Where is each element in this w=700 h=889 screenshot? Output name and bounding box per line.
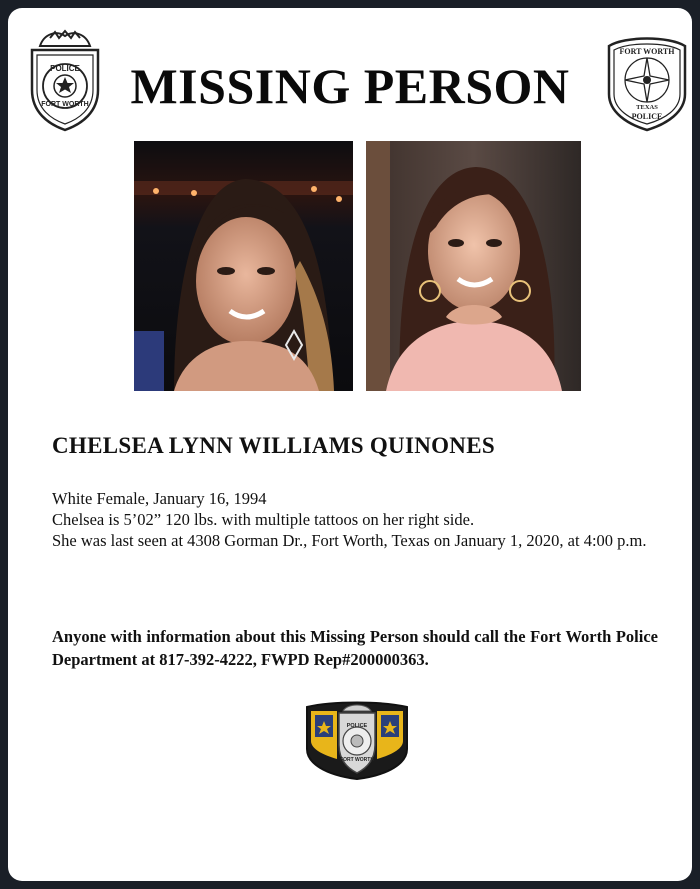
right-badge-text-top: FORT WORTH: [619, 47, 675, 56]
details-line-description: White Female, January 16, 1994: [52, 489, 267, 508]
person-name: CHELSEA LYNN WILLIAMS QUINONES: [52, 433, 495, 458]
page-title: MISSING PERSON: [130, 58, 570, 114]
right-badge-text-bottom: POLICE: [631, 112, 663, 121]
person-details: [52, 488, 658, 551]
left-badge-text-top: POLICE: [50, 64, 80, 73]
bottom-badge-text-bottom: FORT WORTH: [340, 757, 374, 763]
police-shoulder-patch-icon: [303, 697, 411, 781]
person-photo-1: [134, 141, 353, 391]
person-photo-2: [366, 141, 581, 391]
contact-notice: Anyone with information about this Missing Person should call the Fort Worth Police Department at 817-392-4222, FWPD Rep#200000363.: [52, 627, 658, 669]
details-line-last-seen: She was last seen at 4308 Gorman Dr., Fort Worth, Texas on January 1, 2020, at 4:00 p.m.: [52, 531, 647, 550]
missing-person-poster: [8, 8, 692, 881]
right-badge-text-mid: TEXAS: [636, 104, 658, 111]
police-patch-icon: [605, 32, 689, 132]
bottom-badge-text-top: POLICE: [346, 723, 368, 729]
left-badge-text-bottom: FORT WORTH: [41, 101, 89, 108]
details-line-physical: Chelsea is 5’02” 120 lbs. with multiple tattoos on her right side.: [52, 510, 475, 529]
